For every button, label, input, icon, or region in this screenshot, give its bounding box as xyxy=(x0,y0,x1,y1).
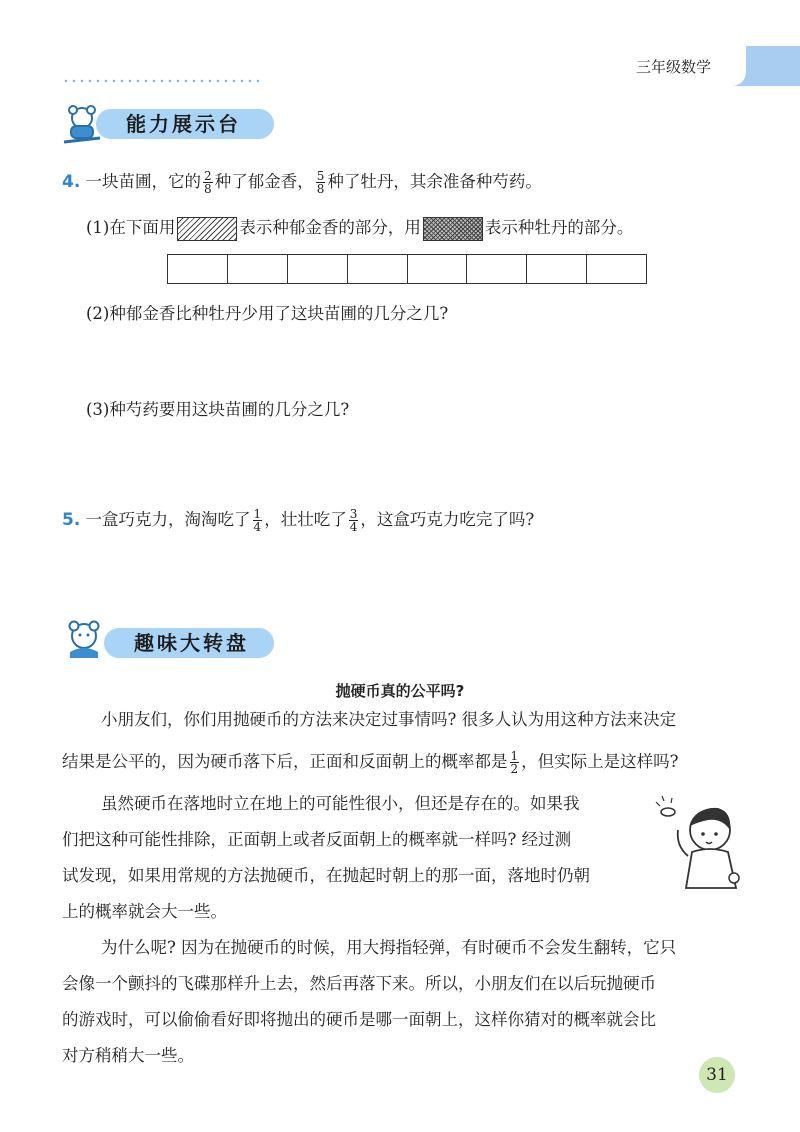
p3-line: 对方稍稍大一些。 xyxy=(62,1046,194,1065)
q4-sub1-b: 表示种郁金香的部分，用 xyxy=(239,218,421,237)
fraction-3-4: $\frac{3}{4}$ xyxy=(349,507,358,534)
fraction-5-8: $\frac{5}{8}$ xyxy=(316,169,325,196)
bear-icon xyxy=(62,618,106,662)
q4-sub3: (3)种芍药要用这块苗圃的几分之几? xyxy=(86,400,350,419)
grid-cell[interactable] xyxy=(467,255,527,283)
p2-line: 试发现，如果用常规的方法抛硬币，在抛起时朝上的那一面，落地时仍朝 xyxy=(62,866,590,885)
q4-text-a: 一块苗圃，它的 xyxy=(85,172,202,191)
fraction-1-2: $\frac{1}{2}$ xyxy=(510,749,519,776)
q4-sub1 xyxy=(86,216,633,241)
p1-line2 xyxy=(62,744,679,780)
q5-text-c: ，这盒巧克力吃完了吗? xyxy=(360,510,535,529)
page-number: 31 xyxy=(699,1057,735,1093)
fraction-1-4: $\frac{1}{4}$ xyxy=(253,507,262,534)
question-4 xyxy=(62,170,542,195)
p3-line: 会像一个颤抖的飞碟那样升上去，然后再落下来。所以，小朋友们在以后玩抛硬币 xyxy=(62,974,656,993)
answer-grid[interactable] xyxy=(167,254,647,284)
crosshatch-swatch-icon xyxy=(423,217,483,241)
p2-line: 上的概率就会大一些。 xyxy=(62,902,227,921)
p1-line1: 小朋友们，你们用抛硬币的方法来决定过事情吗? 很多人认为用这种方法来决定 xyxy=(101,710,677,729)
question-number: 5. xyxy=(62,510,81,530)
grid-cell[interactable] xyxy=(527,255,587,283)
q4-sub1-c: 表示种牡丹的部分。 xyxy=(484,218,634,237)
boy-thinking-icon xyxy=(648,790,748,890)
grade-label: 三年级数学 xyxy=(636,58,712,76)
grid-cell[interactable] xyxy=(288,255,348,283)
q4-text-b: 种了郁金香， xyxy=(214,172,314,191)
q5-text-b: ，壮壮吃了 xyxy=(264,510,347,529)
question-number: 4. xyxy=(62,172,81,192)
grid-cell[interactable] xyxy=(587,255,646,283)
section-banner-ability: 能力展示台 xyxy=(96,109,274,139)
grid-cell[interactable] xyxy=(228,255,288,283)
section-banner-fun: 趣味大转盘 xyxy=(104,628,274,658)
p1-line2-b: ，但实际上是这样吗? xyxy=(521,752,679,771)
fraction-2-8: $\frac{2}{8}$ xyxy=(204,169,212,196)
q5-text-a: 一盒巧克力，淘淘吃了 xyxy=(85,510,251,529)
p3-line: 为什么呢? 因为在抛硬币的时候，用大拇指轻弹，有时硬币不会发生翻转，它只 xyxy=(101,938,677,957)
header-dotted-rule xyxy=(62,79,262,83)
article-title: 抛硬币真的公平吗? xyxy=(335,682,465,700)
q4-sub2: (2)种郁金香比种牡丹少用了这块苗圃的几分之几? xyxy=(86,304,449,323)
q4-text-c: 种了牡丹，其余准备种芍药。 xyxy=(327,172,542,191)
grid-cell[interactable] xyxy=(348,255,408,283)
question-5 xyxy=(62,508,534,533)
hatch-swatch-icon xyxy=(177,217,237,241)
grid-cell[interactable] xyxy=(168,255,228,283)
p2-line: 虽然硬币在落地时立在地上的可能性很小，但还是存在的。如果我 xyxy=(101,794,580,813)
grid-cell[interactable] xyxy=(408,255,468,283)
p2-line: 们把这种可能性排除，正面朝上或者反面朝上的概率就一样吗? 经过测 xyxy=(62,830,572,849)
q4-sub1-a: (1)在下面用 xyxy=(86,218,176,237)
p1-line2-a: 结果是公平的，因为硬币落下后，正面和反面朝上的概率都是 xyxy=(62,752,508,771)
p3-line: 的游戏时，可以偷偷看好即将抛出的硬币是哪一面朝上，这样你猜对的概率就会比 xyxy=(62,1010,656,1029)
